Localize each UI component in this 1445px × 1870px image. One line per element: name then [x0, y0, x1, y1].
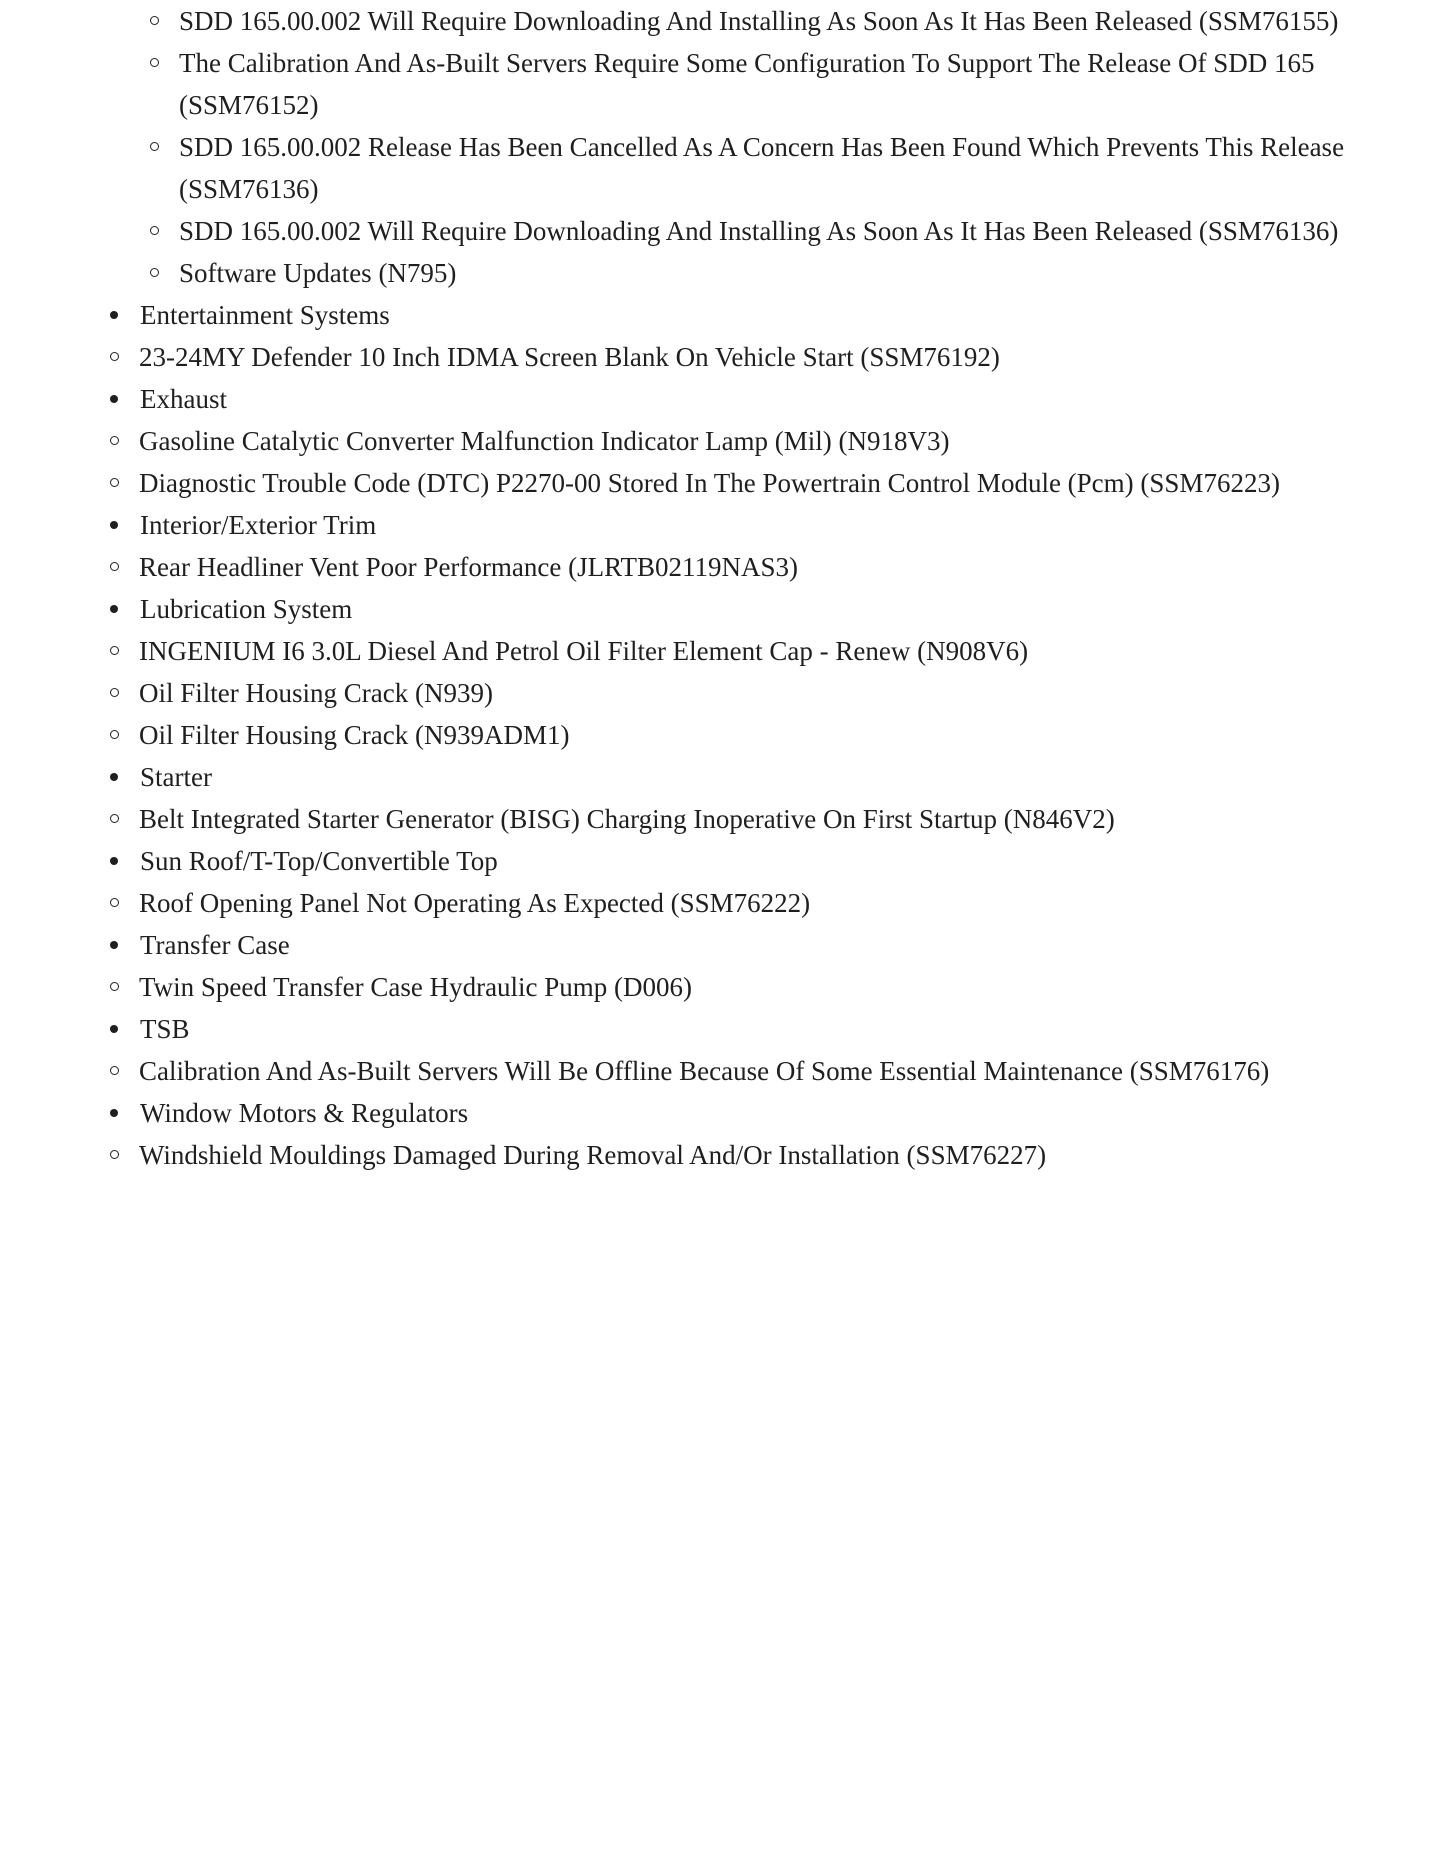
- sub-item-text: Oil Filter Housing Crack (N939): [139, 678, 493, 708]
- filled-bullet-icon: [110, 521, 118, 529]
- sub-item-text: Twin Speed Transfer Case Hydraulic Pump (D006): [139, 972, 693, 1002]
- sub-list: [100, 546, 1445, 588]
- sub-item-text: Rear Headliner Vent Poor Performance (JLRTB02119NAS3): [139, 552, 798, 582]
- filled-bullet-icon: [110, 311, 118, 319]
- hollow-bullet-icon: [150, 268, 159, 277]
- sub-item-text: Software Updates (N795): [179, 258, 457, 288]
- filled-bullet-icon: [110, 773, 118, 781]
- category-item: [0, 1092, 1445, 1176]
- sub-list-item: [100, 420, 1389, 462]
- sub-list: [100, 1050, 1445, 1092]
- filled-bullet-icon: [110, 1025, 118, 1033]
- category-label: Window Motors & Regulators: [140, 1098, 469, 1128]
- sub-list-item: [100, 966, 1389, 1008]
- category-label: Transfer Case: [140, 930, 290, 960]
- sub-list-item: [100, 672, 1389, 714]
- sub-item-text: The Calibration And As-Built Servers Require Some Configuration To Support The Release Of SDD 165 (SSM76152): [179, 48, 1315, 120]
- sub-list-item: [100, 1134, 1389, 1176]
- sub-item-text: SDD 165.00.002 Will Require Downloading And Installing As Soon As It Has Been Released (SSM76155): [179, 6, 1339, 36]
- hollow-bullet-icon: [110, 1066, 119, 1075]
- hollow-bullet-icon: [150, 58, 159, 67]
- category-label: Lubrication System: [140, 594, 353, 624]
- category-item: [0, 924, 1445, 1008]
- sub-item-text: INGENIUM I6 3.0L Diesel And Petrol Oil Filter Element Cap - Renew (N908V6): [139, 636, 1029, 666]
- hollow-bullet-icon: [110, 814, 119, 823]
- hollow-bullet-icon: [150, 226, 159, 235]
- hollow-bullet-icon: [110, 730, 119, 739]
- sub-list: [100, 882, 1445, 924]
- sub-list-item: [140, 210, 1429, 252]
- sub-item-text: Gasoline Catalytic Converter Malfunction Indicator Lamp (Mil) (N918V3): [139, 426, 950, 456]
- sub-list-item: [100, 462, 1389, 504]
- sub-list-item: [100, 630, 1389, 672]
- sub-item-text: Calibration And As-Built Servers Will Be Offline Because Of Some Essential Maintenance (SSM76176): [139, 1056, 1270, 1086]
- sub-list: [100, 420, 1445, 504]
- sub-list-item: [140, 0, 1429, 42]
- sub-list: [100, 798, 1445, 840]
- hollow-bullet-icon: [150, 16, 159, 25]
- sub-list-item: [140, 42, 1429, 126]
- sub-item-text: Diagnostic Trouble Code (DTC) P2270-00 Stored In The Powertrain Control Module (Pcm) (SSM76223): [139, 468, 1280, 498]
- sub-list: [100, 966, 1445, 1008]
- category-item: [0, 378, 1445, 504]
- sub-list-item: [100, 882, 1389, 924]
- filled-bullet-icon: [110, 1109, 118, 1117]
- sub-list: [100, 1134, 1445, 1176]
- category-label: Starter: [140, 762, 212, 792]
- category-label: Exhaust: [140, 384, 227, 414]
- sub-item-text: SDD 165.00.002 Release Has Been Cancelled As A Concern Has Been Found Which Prevents This Release (SSM76136): [179, 132, 1345, 204]
- sub-list-item: [140, 126, 1429, 210]
- hollow-bullet-icon: [110, 562, 119, 571]
- sub-list-item: [100, 1050, 1389, 1092]
- category-label: Interior/Exterior Trim: [140, 510, 377, 540]
- category-item: [0, 756, 1445, 840]
- hollow-bullet-icon: [110, 898, 119, 907]
- category-item: [0, 294, 1445, 378]
- continued-subitems-list: [0, 0, 1445, 294]
- hollow-bullet-icon: [110, 1150, 119, 1159]
- sub-item-text: Oil Filter Housing Crack (N939ADM1): [139, 720, 570, 750]
- filled-bullet-icon: [110, 605, 118, 613]
- sub-item-text: Roof Opening Panel Not Operating As Expected (SSM76222): [139, 888, 811, 918]
- filled-bullet-icon: [110, 857, 118, 865]
- sub-item-text: SDD 165.00.002 Will Require Downloading And Installing As Soon As It Has Been Released (SSM76136): [179, 216, 1339, 246]
- sub-list-item: [100, 798, 1389, 840]
- sub-list-item: [100, 546, 1389, 588]
- category-item: [0, 504, 1445, 588]
- sub-item-text: Windshield Mouldings Damaged During Removal And/Or Installation (SSM76227): [139, 1140, 1047, 1170]
- hollow-bullet-icon: [110, 436, 119, 445]
- category-label: TSB: [140, 1014, 190, 1044]
- category-label: Sun Roof/T-Top/Convertible Top: [140, 846, 498, 876]
- filled-bullet-icon: [110, 941, 118, 949]
- category-item: [0, 840, 1445, 924]
- hollow-bullet-icon: [110, 646, 119, 655]
- sub-item-text: 23-24MY Defender 10 Inch IDMA Screen Blank On Vehicle Start (SSM76192): [139, 342, 1000, 372]
- sub-list-item: [100, 336, 1389, 378]
- category-item: [0, 588, 1445, 756]
- category-item: [0, 1008, 1445, 1092]
- filled-bullet-icon: [110, 395, 118, 403]
- sub-item-text: Belt Integrated Starter Generator (BISG) Charging Inoperative On First Startup (N846V2): [139, 804, 1115, 834]
- sub-list-item: [100, 714, 1389, 756]
- category-label: Entertainment Systems: [140, 300, 390, 330]
- hollow-bullet-icon: [110, 352, 119, 361]
- hollow-bullet-icon: [150, 142, 159, 151]
- sub-list: [100, 336, 1445, 378]
- hollow-bullet-icon: [110, 688, 119, 697]
- hollow-bullet-icon: [110, 478, 119, 487]
- hollow-bullet-icon: [110, 982, 119, 991]
- sub-list: [100, 630, 1445, 756]
- sub-list-item: [140, 252, 1429, 294]
- category-list: [0, 294, 1445, 1176]
